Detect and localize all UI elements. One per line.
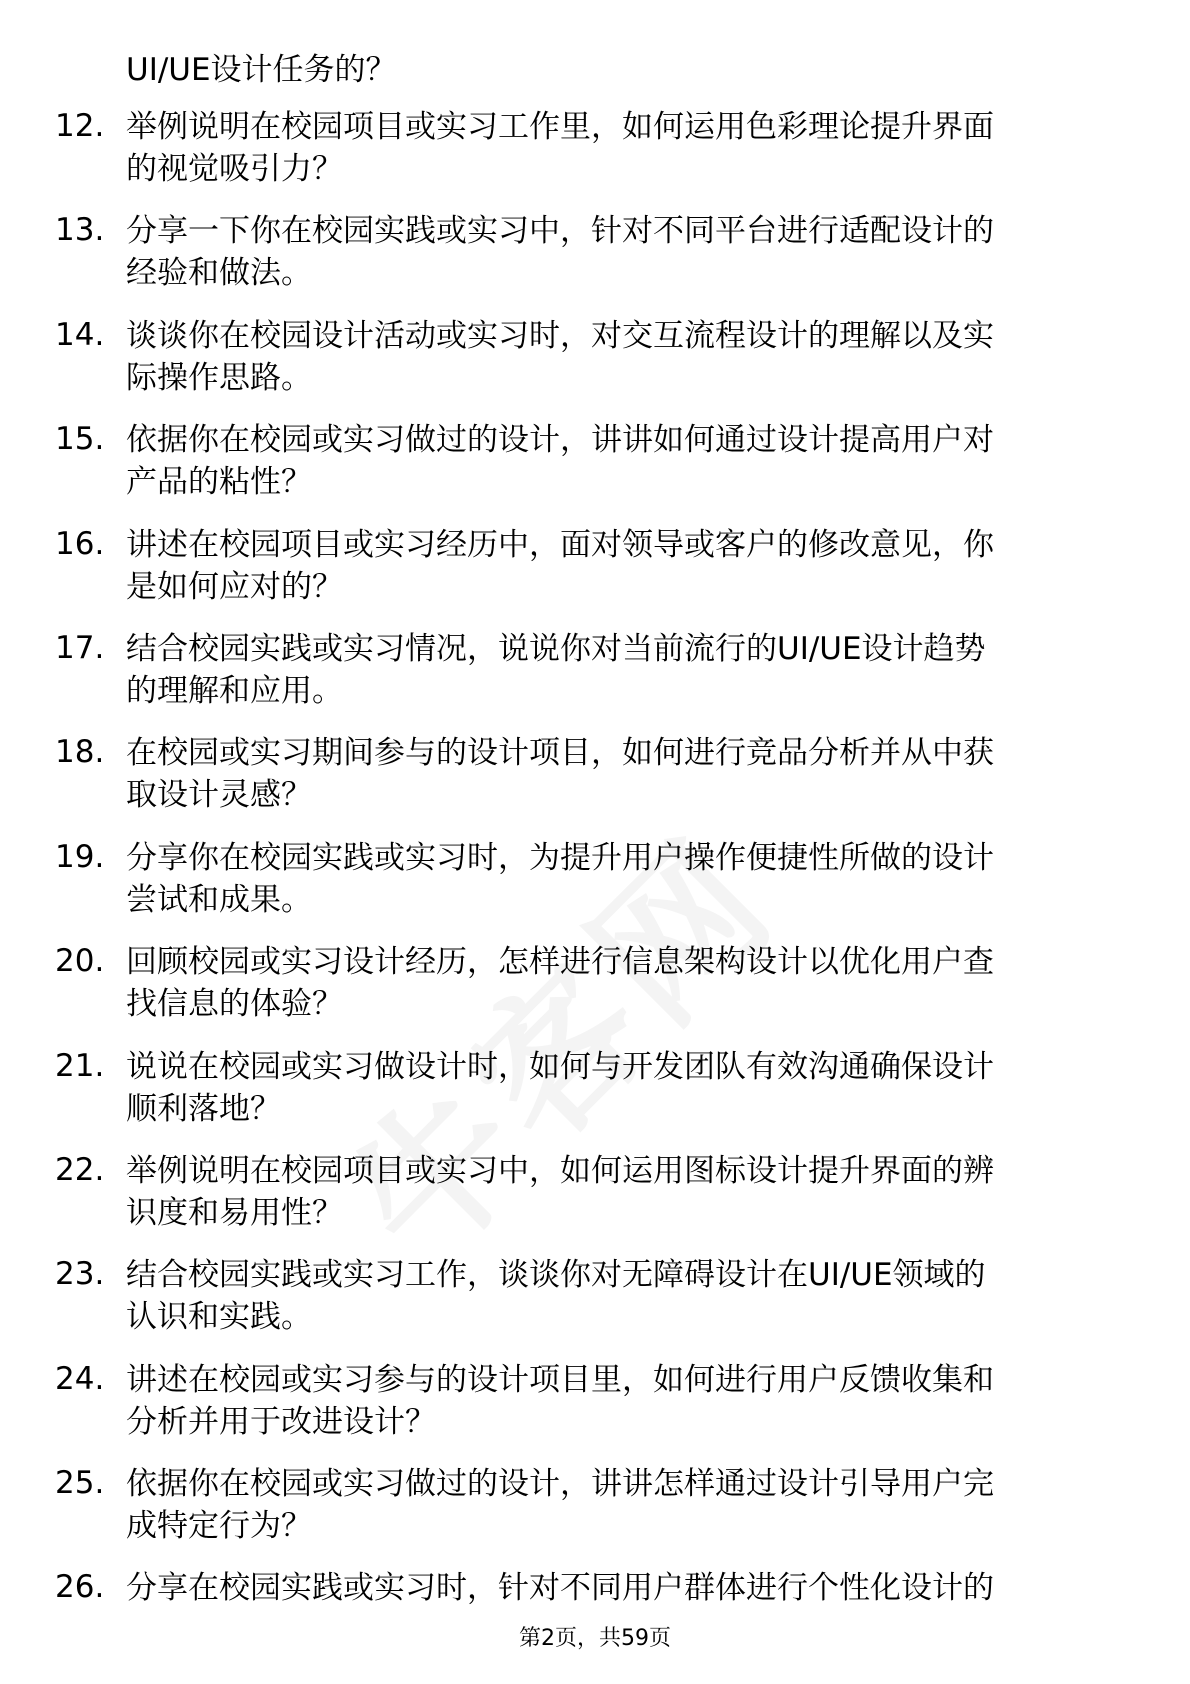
- question-text-line: 产品的粘性？: [126, 464, 312, 501]
- question-text-line: 举例说明在校园项目或实习中，如何运用图标设计提升界面的辨: [126, 1152, 994, 1189]
- question-text-line: 成特定行为？: [126, 1508, 312, 1545]
- question-text-line: 分析并用于改进设计？: [126, 1403, 436, 1440]
- question-text-line: 找信息的体验？: [126, 986, 343, 1023]
- question-text: [126, 1359, 1116, 1443]
- question-text: [126, 315, 1116, 399]
- question-text: [126, 628, 1116, 712]
- question-text: [126, 732, 1116, 816]
- question-text-line: 举例说明在校园项目或实习工作里，如何运用色彩理论提升界面: [126, 109, 994, 145]
- question-text-line: 是如何应对的？: [126, 568, 343, 605]
- question-text: [126, 1150, 1116, 1234]
- question-number: 18.: [55, 734, 105, 771]
- question-text-line: 际操作思路。: [126, 359, 312, 396]
- question-text: [126, 837, 1116, 921]
- question-number: 24.: [55, 1360, 105, 1397]
- question-text: [126, 106, 1116, 190]
- question-item: [0, 732, 1190, 836]
- question-text: [126, 1567, 1116, 1609]
- question-number: 25.: [55, 1465, 105, 1502]
- question-text-line: 讲述在校园项目或实习经历中，面对领导或客户的修改意见，你: [126, 526, 994, 563]
- question-text-line: 结合校园实践或实习工作，谈谈你对无障碍设计在UI/UE领域的: [126, 1257, 986, 1294]
- question-item: [0, 628, 1190, 732]
- question-number: 13.: [55, 212, 105, 249]
- question-text-line: 依据你在校园或实习做过的设计，讲讲如何通过设计提高用户对: [126, 422, 994, 459]
- question-text-line: 顺利落地？: [126, 1090, 281, 1127]
- question-number: 19.: [55, 838, 105, 875]
- question-text: [126, 419, 1116, 503]
- question-text-line: 认识和实践。: [126, 1299, 312, 1336]
- question-item: [0, 1046, 1190, 1150]
- question-item: [0, 837, 1190, 941]
- question-text: [126, 1463, 1116, 1547]
- question-text-line: 分享你在校园实践或实习时，为提升用户操作便捷性所做的设计: [126, 839, 994, 876]
- question-text-line: 回顾校园或实习设计经历，怎样进行信息架构设计以优化用户查: [126, 944, 994, 981]
- question-list: [0, 106, 1190, 1672]
- question-text-line: 分享一下你在校园实践或实习中，针对不同平台进行适配设计的: [126, 213, 994, 250]
- question-text-line: 分享在校园实践或实习时，针对不同用户群体进行个性化设计的: [126, 1570, 994, 1607]
- question-number: 17.: [55, 629, 105, 666]
- question-text: [126, 210, 1116, 294]
- question-text-line: 取设计灵感？: [126, 777, 312, 814]
- question-number: 20.: [55, 943, 105, 980]
- question-text-line: 的理解和应用。: [126, 672, 343, 709]
- question-text-line: 结合校园实践或实习情况，说说你对当前流行的UI/UE设计趋势: [126, 630, 986, 667]
- question-number: 12.: [55, 108, 105, 144]
- question-item: [0, 315, 1190, 419]
- question-number: 16.: [55, 525, 105, 562]
- question-item: [0, 1359, 1190, 1463]
- question-number: 15.: [55, 421, 105, 458]
- question-text-line: 讲述在校园或实习参与的设计项目里，如何进行用户反馈收集和: [126, 1361, 994, 1398]
- question-text-line: 在校园或实习期间参与的设计项目，如何进行竞品分析并从中获: [126, 735, 994, 772]
- question-number: 14.: [55, 316, 105, 353]
- question-number: 21.: [55, 1047, 105, 1084]
- continued-question-text: UI/UE设计任务的？: [126, 52, 397, 88]
- question-item: [0, 419, 1190, 523]
- question-item: [0, 524, 1190, 628]
- question-text: [126, 524, 1116, 608]
- question-number: 22.: [55, 1151, 105, 1188]
- question-item: [0, 1150, 1190, 1254]
- question-text-line: 的视觉吸引力？: [126, 151, 343, 187]
- question-item: [0, 1463, 1190, 1567]
- page-footer: 第2页，共59页: [519, 1626, 671, 1651]
- question-text: [126, 1254, 1116, 1338]
- question-text-line: 经验和做法。: [126, 255, 312, 292]
- question-text-line: 谈谈你在校园设计活动或实习时，对交互流程设计的理解以及实: [126, 317, 994, 354]
- question-item: [0, 106, 1190, 210]
- question-number: 26.: [55, 1569, 105, 1606]
- question-item: [0, 941, 1190, 1045]
- question-item: [0, 1254, 1190, 1358]
- question-item: [0, 210, 1190, 314]
- question-text-line: 说说在校园或实习做设计时，如何与开发团队有效沟通确保设计: [126, 1048, 994, 1085]
- question-number: 23.: [55, 1256, 105, 1293]
- question-item: [0, 1567, 1190, 1671]
- question-text: [126, 1046, 1116, 1130]
- question-text: [126, 941, 1116, 1025]
- question-text-line: 尝试和成果。: [126, 881, 312, 918]
- question-text-line: 依据你在校园或实习做过的设计，讲讲怎样通过设计引导用户完: [126, 1466, 994, 1503]
- question-text-line: 识度和易用性？: [126, 1194, 343, 1231]
